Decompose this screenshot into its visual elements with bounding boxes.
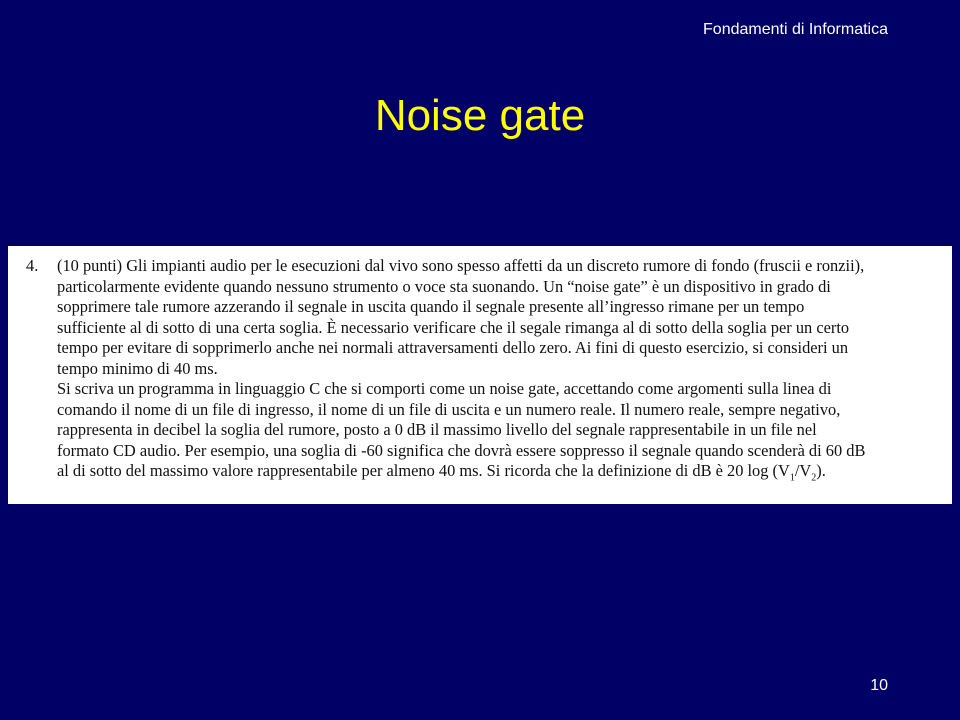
exercise-line: rappresenta in decibel la soglia del rumore, posto a 0 dB il massimo livello del segnale rappresentabile in un file nel xyxy=(57,420,817,439)
exercise-line-text: (10 punti) Gli impianti audio per le esecuzioni dal vivo sono spesso affetti da un discreto rumore di fondo (fruscii e ronzii), xyxy=(57,256,865,275)
exercise-line: formato CD audio. Per esempio, una soglia di -60 significa che dovrà essere soppresso il segnale quando scenderà di 60 dB xyxy=(57,440,866,460)
formula-text-after: ). xyxy=(816,461,826,480)
exercise-line: particolarmente evidente quando nessuno strumento o voce sta suonando. Un “noise gate” è un dispositivo in grado di xyxy=(57,276,831,296)
slide-title: Noise gate xyxy=(374,91,586,140)
exercise-number: 4. xyxy=(26,256,39,275)
exercise-line: sufficiente al di sotto di una certa soglia. È necessario verificare che il segale rimanga al di sotto della soglia per un certo xyxy=(57,317,850,337)
formula-text-mid: /V xyxy=(794,461,812,480)
exercise-line: Si scriva un programma in linguaggio C che si comporti come un noise gate, accettando come argomenti sulla linea di xyxy=(57,379,832,398)
exercise-line: sopprimere tale rumore azzerando il segnale in uscita quando il segnale presente all’ingresso rimane per un tempo xyxy=(57,297,805,316)
exercise-line: tempo minimo di 40 ms. xyxy=(57,358,218,378)
exercise-line: comando il nome di un file di ingresso, il nome di un file di uscita e un numero reale. Il numero reale, sempre negativo, xyxy=(57,399,841,419)
formula-subscript-2: 2 xyxy=(811,472,817,484)
exercise-text-panel xyxy=(8,246,952,504)
exercise-line xyxy=(26,256,940,277)
exercise-line: tempo per evitare di sopprimerlo anche nei normali attraversamenti dello zero. Ai fini di questo esercizio, si consideri un xyxy=(57,338,849,357)
course-header: Fondamenti di Informatica xyxy=(703,21,888,38)
formula-text-before: al di sotto del massimo valore rappresentabile per almeno 40 ms. Si ricorda che la definizione di dB è 20 log (V xyxy=(57,461,790,480)
exercise-last-line xyxy=(26,461,940,482)
page-number: 10 xyxy=(870,677,888,694)
formula-subscript-1: 1 xyxy=(789,472,795,484)
